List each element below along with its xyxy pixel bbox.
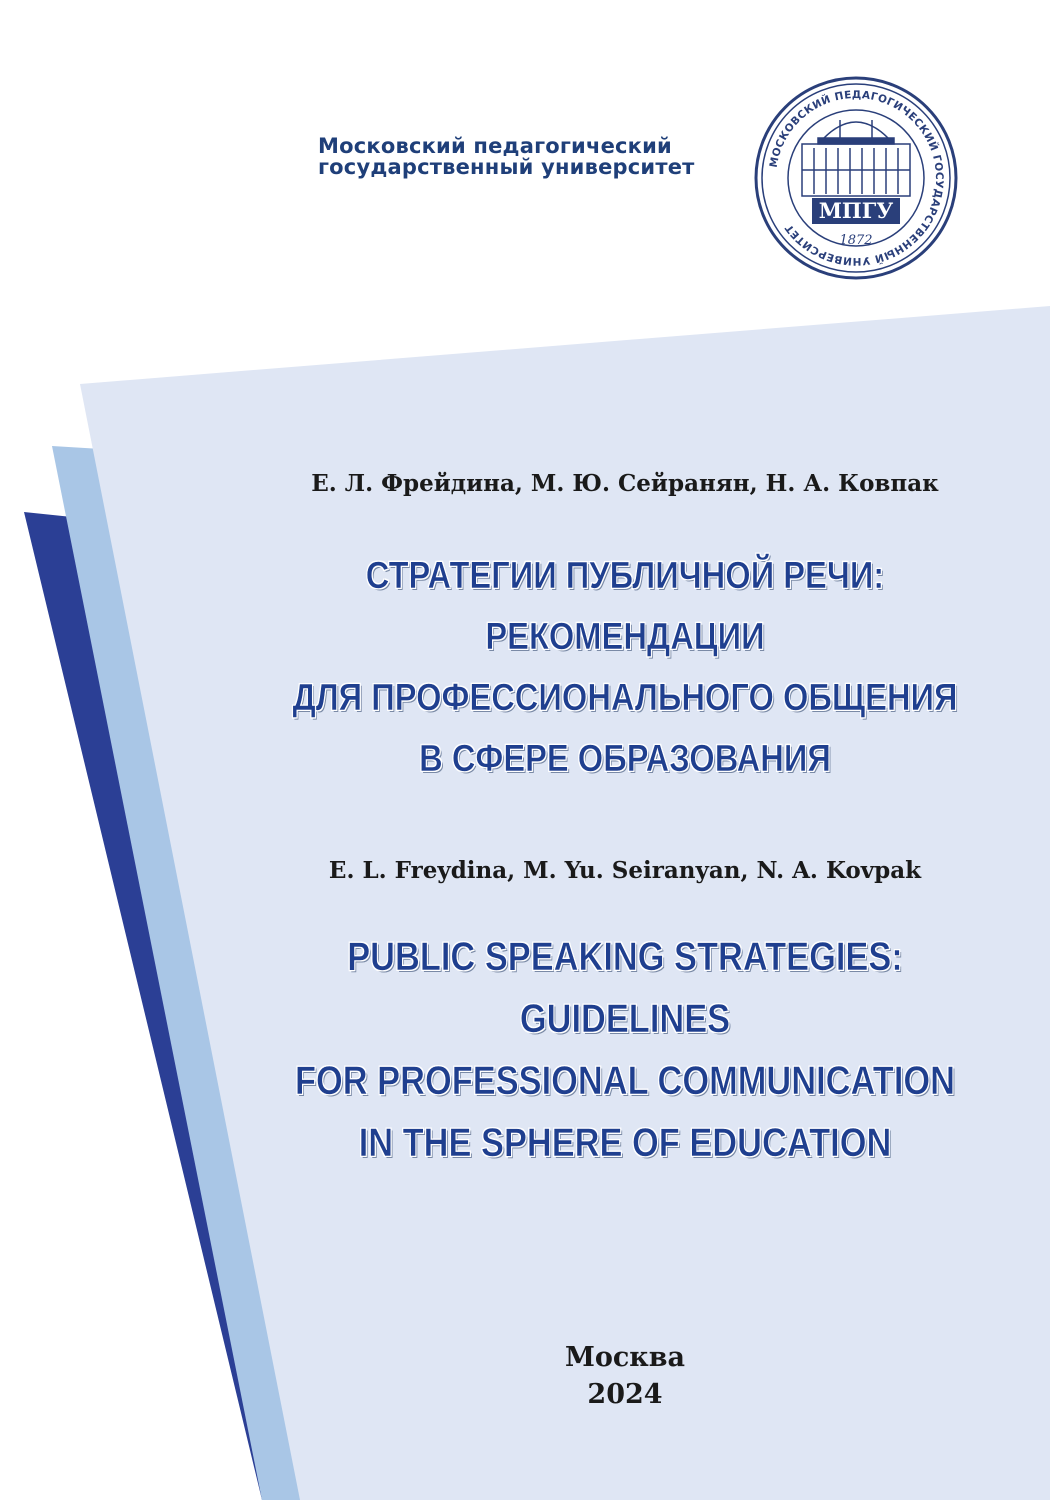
seal-abbrev: МПГУ (818, 198, 894, 223)
university-name (318, 136, 695, 178)
title-english (88, 926, 991, 1174)
title-english-line: GUIDELINES (519, 997, 731, 1041)
imprint-year: 2024 (587, 1379, 663, 1410)
authors-russian: Е. Л. Фрейдина, М. Ю. Сейранян, Н. А. Ковпак (311, 470, 939, 497)
seal-year: 1872 (839, 233, 873, 248)
title-english-line: IN THE SPHERE OF EDUCATION (358, 1121, 892, 1165)
university-seal-logo (754, 76, 958, 280)
title-russian-line: ДЛЯ ПРОФЕССИОНАЛЬНОГО ОБЩЕНИЯ (292, 677, 958, 719)
university-name-line2: государственный университет (318, 155, 695, 179)
title-russian (88, 546, 991, 790)
university-name-line1: Московский педагогический (318, 134, 672, 158)
title-russian-line: РЕКОМЕНДАЦИИ (485, 616, 765, 658)
title-russian-line: СТРАТЕГИИ ПУБЛИЧНОЙ РЕЧИ: (365, 555, 885, 597)
imprint-city: Москва (564, 1342, 686, 1373)
title-english-line: FOR PROFESSIONAL COMMUNICATION (295, 1059, 955, 1103)
title-russian-line: В СФЕРЕ ОБРАЗОВАНИЯ (419, 738, 831, 780)
title-english-line: PUBLIC SPEAKING STRATEGIES: (347, 935, 903, 979)
seal-ring-text: МОСКОВСКИЙ ПЕДАГОГИЧЕСКИЙ ГОСУДАРСТВЕННЫЙ УНИВЕРСИТЕТ (767, 88, 946, 268)
authors-english: E. L. Freydina, M. Yu. Seiranyan, N. A. Kovpak (328, 857, 922, 884)
